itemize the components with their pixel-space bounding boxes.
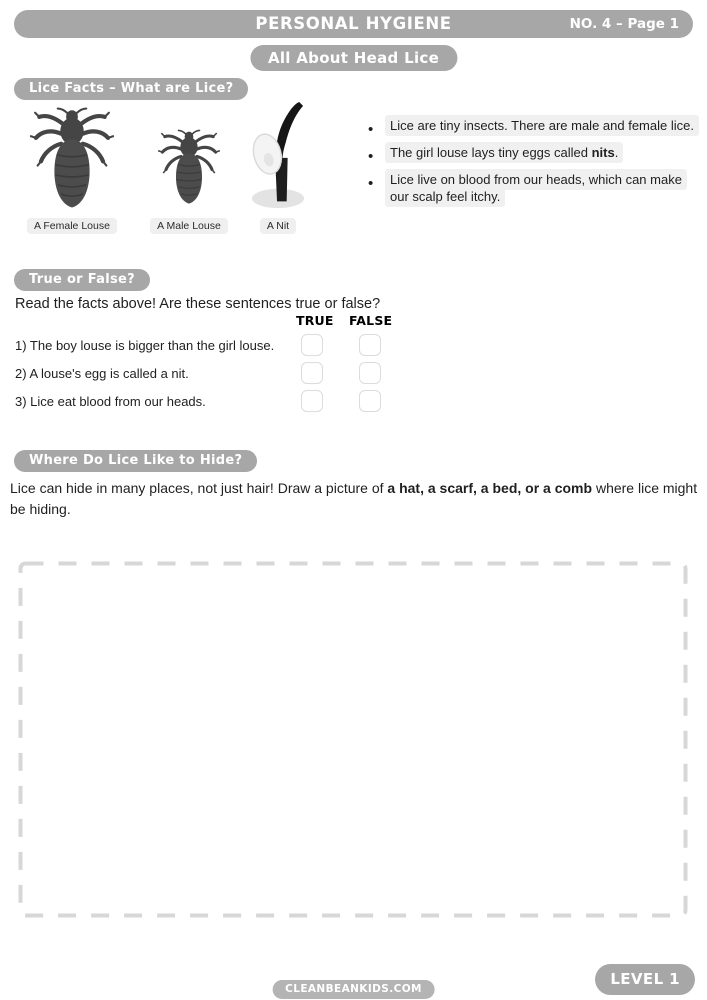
figure-label: A Nit [260, 218, 296, 234]
header-bar [14, 10, 693, 38]
nit-on-hair-illustration-icon [240, 102, 316, 210]
statement-1: 1) The boy louse is bigger than the girl louse. [15, 338, 275, 353]
checkbox-false-3[interactable] [359, 390, 381, 412]
checkbox-true-1[interactable] [301, 334, 323, 356]
page-title: PERSONAL HYGIENE [255, 14, 452, 33]
true-false-row [0, 390, 707, 414]
section-heading-lice-facts: Lice Facts – What are Lice? [14, 78, 248, 100]
level-badge: LEVEL 1 [595, 964, 695, 995]
figure-male-louse [148, 106, 230, 234]
true-false-row [0, 362, 707, 386]
figure-label: A Male Louse [150, 218, 228, 234]
figure-label: A Female Louse [27, 218, 117, 234]
checkbox-false-2[interactable] [359, 362, 381, 384]
drawing-prompt: Lice can hide in many places, not just hair! Draw a picture of a hat, a scarf, a bed, or a comb where lice might be hiding. [10, 480, 698, 517]
page-number: NO. 4 – Page 1 [569, 16, 679, 32]
checkbox-true-2[interactable] [301, 362, 323, 384]
column-header-false: FALSE [349, 313, 393, 328]
worksheet-subtitle: All About Head Lice [250, 45, 457, 71]
lice-facts-list [368, 118, 704, 216]
fact-item: • Lice are tiny insects. There are male and female lice. [368, 118, 704, 135]
fact-item: • Lice live on blood from our heads, which can make our scalp feel itchy. [368, 172, 704, 206]
statement-2: 2) A louse's egg is called a nit. [15, 366, 189, 381]
dashed-border [18, 561, 688, 918]
true-false-instructions: Read the facts above! Are these sentences true or false? [15, 296, 381, 312]
figure-female-louse [20, 106, 124, 234]
website-badge: CLEANBEANKIDS.COM [272, 980, 435, 999]
section-heading-where-lice-hide: Where Do Lice Like to Hide? [14, 450, 257, 472]
section-heading-true-or-false: True or False? [14, 269, 150, 291]
statement-3: 3) Lice eat blood from our heads. [15, 394, 206, 409]
figure-nit [238, 102, 318, 234]
fact-item: • The girl louse lays tiny eggs called nits. [368, 145, 704, 162]
checkbox-true-3[interactable] [301, 390, 323, 412]
male-louse-illustration-icon [158, 128, 220, 206]
checkbox-false-1[interactable] [359, 334, 381, 356]
drawing-area[interactable] [18, 561, 688, 918]
female-louse-illustration-icon [24, 106, 120, 210]
column-header-true: TRUE [296, 313, 334, 328]
true-false-row [0, 334, 707, 358]
